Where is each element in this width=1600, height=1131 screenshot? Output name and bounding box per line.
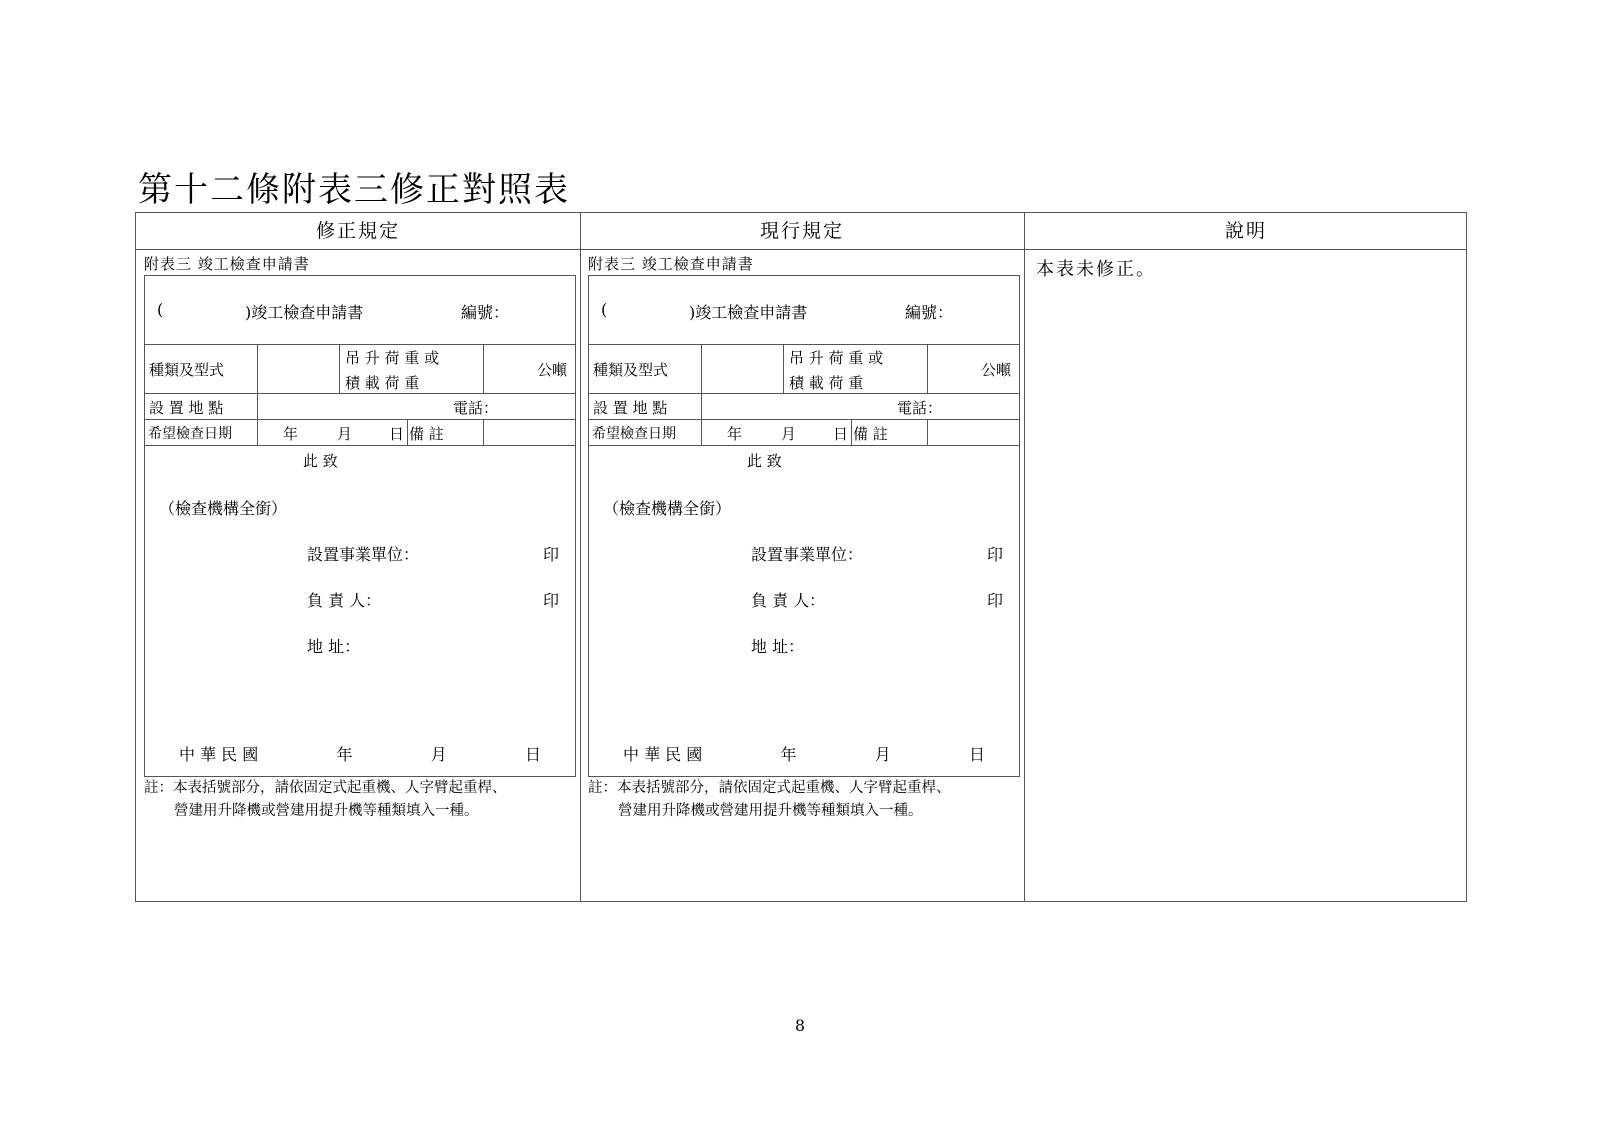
responsible-seal: 印 [987,591,1004,610]
explanation-panel [1024,249,1468,903]
employer-seal: 印 [543,545,560,564]
roc-month: 月 [874,745,891,764]
roc-year: 年 [780,745,797,764]
form-rule [927,419,928,445]
phone-label: 電話： [897,399,943,417]
form-header-title: )竣工檢查申請書 [689,303,808,322]
date-label: 希望檢查日期 [148,426,232,442]
comparison-table [135,212,1467,902]
roc-label: 中 華 民 國 [623,745,703,764]
date-month: 月 [781,425,797,443]
roc-date-line [623,742,985,765]
form-caption: 附表三 竣工檢查申請書 [144,255,310,273]
type-label: 種類及型式 [149,361,225,379]
roc-day: 日 [524,745,541,764]
date-label: 希望檢查日期 [592,426,676,442]
inspection-application-form [588,275,1020,777]
form-rule [145,393,575,394]
column-header-current: 現行規定 [759,220,844,242]
form-rule [145,344,575,345]
amended-panel [136,249,580,903]
form-header-title: )竣工檢查申請書 [245,303,364,322]
location-label: 設 置 地 點 [593,399,668,417]
form-rule [589,445,1019,446]
form-rule [339,344,340,393]
responsible-seal: 印 [543,591,560,610]
roc-day: 日 [968,745,985,764]
form-number-label: 編號： [461,303,510,322]
date-year: 年 [727,425,743,443]
date-month: 月 [337,425,353,443]
form-rule [257,344,258,445]
remarks-label: 備 註 [409,425,444,443]
load-label-line2: 積 載 荷 重 [789,374,864,392]
page-number: 8 [794,1016,806,1035]
inspection-application-form [144,275,576,777]
remarks-label: 備 註 [853,425,888,443]
form-note-line2: 營建用升降機或營建用提升機等種類填入一種。 [174,803,479,819]
employer-label: 設置事業單位： [307,545,420,564]
institution-text: （檢查機構全銜） [603,499,732,518]
greeting-text: 此 致 [747,452,782,470]
form-number-label: 編號： [905,303,954,322]
date-day: 日 [833,425,849,443]
form-rule [483,419,484,445]
load-label-line1: 吊 升 荷 重 或 [345,349,440,367]
page-title: 第十二條附表三修正對照表 [138,170,570,210]
roc-year: 年 [336,745,353,764]
form-rule [783,344,784,393]
form-rule [483,344,484,393]
responsible-label: 負 責 人： [307,591,382,610]
form-rule [145,445,575,446]
form-rule [851,419,852,445]
employer-seal: 印 [987,545,1004,564]
unit-label: 公噸 [537,361,568,379]
form-rule [589,393,1019,394]
load-label-line2: 積 載 荷 重 [345,374,420,392]
form-header-open-paren: ( [157,300,164,319]
roc-date-line [179,742,541,765]
form-rule [927,344,928,393]
address-label: 地 址： [307,637,361,656]
form-rule [589,344,1019,345]
employer-label: 設置事業單位： [751,545,864,564]
greeting-text: 此 致 [303,452,338,470]
form-note-line2: 營建用升降機或營建用提升機等種類填入一種。 [618,803,923,819]
location-label: 設 置 地 點 [149,399,224,417]
form-rule [407,419,408,445]
phone-label: 電話： [453,399,499,417]
current-panel [580,249,1024,903]
column-header-explanation: 說明 [1224,220,1267,242]
explanation-text: 本表未修正。 [1036,259,1156,280]
roc-label: 中 華 民 國 [179,745,259,764]
institution-text: （檢查機構全銜） [159,499,288,518]
form-note-line1: 註：本表括號部分，請依固定式起重機、人字臂起重桿、 [588,780,951,796]
date-day: 日 [389,425,405,443]
load-label-line1: 吊 升 荷 重 或 [789,349,884,367]
form-note-line1: 註：本表括號部分，請依固定式起重機、人字臂起重桿、 [144,780,507,796]
responsible-label: 負 責 人： [751,591,826,610]
form-rule [145,419,575,420]
form-rule [701,344,702,445]
column-header-amended: 修正規定 [315,220,400,242]
address-label: 地 址： [751,637,805,656]
unit-label: 公噸 [981,361,1012,379]
type-label: 種類及型式 [593,361,669,379]
form-header-open-paren: ( [601,300,608,319]
date-year: 年 [283,425,299,443]
roc-month: 月 [430,745,447,764]
form-caption: 附表三 竣工檢查申請書 [588,255,754,273]
form-rule [589,419,1019,420]
